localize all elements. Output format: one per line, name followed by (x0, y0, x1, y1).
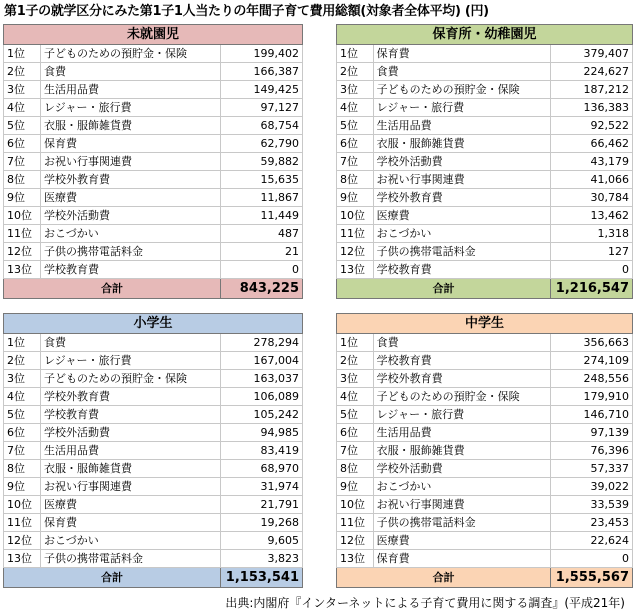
value-cell: 92,522 (551, 117, 633, 135)
table-row (337, 406, 633, 424)
item-cell: レジャー・旅行費 (373, 99, 551, 117)
value-cell: 22,624 (551, 532, 633, 550)
table-row (337, 225, 633, 243)
rank-cell: 5位 (337, 406, 374, 424)
item-cell: 学校外教育費 (373, 370, 551, 388)
item-cell: 生活用品費 (41, 442, 221, 460)
item-cell: お祝い行事関連費 (41, 153, 221, 171)
total-value: 843,225 (221, 279, 303, 299)
value-cell: 187,212 (551, 81, 633, 99)
rank-cell: 11位 (4, 514, 41, 532)
value-cell: 146,710 (551, 406, 633, 424)
table-preschool-age (3, 24, 303, 299)
table-row (4, 153, 303, 171)
table-header: 保育所・幼稚園児 (337, 25, 633, 45)
table-row (4, 442, 303, 460)
table-row (337, 81, 633, 99)
table-row (4, 243, 303, 261)
value-cell: 30,784 (551, 189, 633, 207)
rank-cell: 10位 (337, 207, 374, 225)
value-cell: 76,396 (551, 442, 633, 460)
rank-cell: 8位 (4, 171, 41, 189)
table-row (4, 478, 303, 496)
total-row (4, 279, 303, 299)
table-row (4, 207, 303, 225)
rank-cell: 1位 (337, 45, 374, 63)
value-cell: 66,462 (551, 135, 633, 153)
value-cell: 21 (221, 243, 303, 261)
item-cell: 生活用品費 (373, 424, 551, 442)
item-cell: レジャー・旅行費 (41, 352, 221, 370)
rank-cell: 3位 (337, 81, 374, 99)
rank-cell: 8位 (337, 171, 374, 189)
table-row (337, 153, 633, 171)
item-cell: おこづかい (41, 225, 221, 243)
value-cell: 59,882 (221, 153, 303, 171)
item-cell: レジャー・旅行費 (373, 406, 551, 424)
rank-cell: 9位 (4, 478, 41, 496)
table-row (337, 63, 633, 81)
rank-cell: 13位 (337, 261, 374, 279)
value-cell: 166,387 (221, 63, 303, 81)
table-row (4, 99, 303, 117)
value-cell: 9,605 (221, 532, 303, 550)
item-cell: 食費 (373, 334, 551, 352)
rank-cell: 12位 (4, 532, 41, 550)
table-header-row (4, 25, 303, 45)
value-cell: 15,635 (221, 171, 303, 189)
value-cell: 68,754 (221, 117, 303, 135)
item-cell: お祝い行事関連費 (41, 478, 221, 496)
item-cell: 食費 (373, 63, 551, 81)
rank-cell: 9位 (4, 189, 41, 207)
value-cell: 33,539 (551, 496, 633, 514)
table-row (337, 514, 633, 532)
rank-cell: 13位 (337, 550, 374, 568)
item-cell: 子どものための預貯金・保険 (41, 45, 221, 63)
table-row (4, 135, 303, 153)
total-value: 1,153,541 (221, 568, 303, 588)
item-cell: 子供の携帯電話料金 (41, 243, 221, 261)
total-row (337, 279, 633, 299)
value-cell: 3,823 (221, 550, 303, 568)
table-row (4, 189, 303, 207)
item-cell: お祝い行事関連費 (373, 496, 551, 514)
rank-cell: 5位 (337, 117, 374, 135)
rank-cell: 8位 (337, 460, 374, 478)
item-cell: 学校外教育費 (373, 189, 551, 207)
table-row (337, 99, 633, 117)
item-cell: 学校外活動費 (41, 207, 221, 225)
rank-cell: 2位 (4, 352, 41, 370)
value-cell: 136,383 (551, 99, 633, 117)
item-cell: 衣服・服飾雑貨費 (373, 442, 551, 460)
table-header: 中学生 (337, 314, 633, 334)
table-row (4, 81, 303, 99)
item-cell: 子どものための預貯金・保険 (41, 370, 221, 388)
item-cell: 子どものための預貯金・保険 (373, 388, 551, 406)
rank-cell: 12位 (337, 532, 374, 550)
rank-cell: 13位 (4, 550, 41, 568)
rank-cell: 11位 (4, 225, 41, 243)
item-cell: 生活用品費 (373, 117, 551, 135)
rank-cell: 11位 (337, 514, 374, 532)
rank-cell: 2位 (337, 63, 374, 81)
table-row (337, 243, 633, 261)
item-cell: 食費 (41, 63, 221, 81)
item-cell: おこづかい (373, 225, 551, 243)
value-cell: 248,556 (551, 370, 633, 388)
table-row (337, 442, 633, 460)
rank-cell: 4位 (337, 99, 374, 117)
value-cell: 127 (551, 243, 633, 261)
rank-cell: 6位 (4, 424, 41, 442)
table-row (337, 352, 633, 370)
table-row (337, 532, 633, 550)
value-cell: 57,337 (551, 460, 633, 478)
rank-cell: 8位 (4, 460, 41, 478)
rank-cell: 13位 (4, 261, 41, 279)
value-cell: 31,974 (221, 478, 303, 496)
item-cell: 保育費 (373, 45, 551, 63)
total-label: 合計 (337, 279, 551, 299)
table-row (4, 514, 303, 532)
item-cell: 学校外教育費 (41, 171, 221, 189)
rank-cell: 6位 (337, 135, 374, 153)
table-header-row (337, 25, 633, 45)
table-row (337, 496, 633, 514)
value-cell: 41,066 (551, 171, 633, 189)
table-junior-high-school (336, 313, 633, 588)
value-cell: 163,037 (221, 370, 303, 388)
value-cell: 0 (221, 261, 303, 279)
value-cell: 199,402 (221, 45, 303, 63)
item-cell: 学校教育費 (373, 261, 551, 279)
table-row (337, 370, 633, 388)
item-cell: 学校外活動費 (373, 153, 551, 171)
total-row (4, 568, 303, 588)
item-cell: 医療費 (373, 532, 551, 550)
item-cell: 生活用品費 (41, 81, 221, 99)
table-header-row (337, 314, 633, 334)
table-header: 未就園児 (4, 25, 303, 45)
rank-cell: 10位 (4, 496, 41, 514)
table-row (337, 171, 633, 189)
item-cell: 保育費 (373, 550, 551, 568)
value-cell: 105,242 (221, 406, 303, 424)
table-row (337, 550, 633, 568)
item-cell: 学校外教育費 (41, 388, 221, 406)
item-cell: 衣服・服飾雑貨費 (373, 135, 551, 153)
item-cell: お祝い行事関連費 (373, 171, 551, 189)
value-cell: 43,179 (551, 153, 633, 171)
table-row (4, 171, 303, 189)
value-cell: 1,318 (551, 225, 633, 243)
item-cell: おこづかい (373, 478, 551, 496)
value-cell: 0 (551, 261, 633, 279)
value-cell: 11,867 (221, 189, 303, 207)
source-citation: 出典:内閣府『インターネットによる子育て費用に関する調査』(平成21年) (225, 596, 625, 610)
value-cell: 23,453 (551, 514, 633, 532)
table-row (4, 424, 303, 442)
table-row (4, 388, 303, 406)
rank-cell: 9位 (337, 189, 374, 207)
page-title: 第1子の就学区分にみた第1子1人当たりの年間子育て費用総額(対象者全体平均) (円) (4, 4, 489, 19)
item-cell: 医療費 (373, 207, 551, 225)
value-cell: 167,004 (221, 352, 303, 370)
item-cell: 医療費 (41, 189, 221, 207)
item-cell: 学校外活動費 (373, 460, 551, 478)
value-cell: 13,462 (551, 207, 633, 225)
table-row (337, 388, 633, 406)
total-label: 合計 (4, 279, 221, 299)
table-row (4, 45, 303, 63)
item-cell: レジャー・旅行費 (41, 99, 221, 117)
rank-cell: 7位 (4, 153, 41, 171)
rank-cell: 2位 (4, 63, 41, 81)
value-cell: 487 (221, 225, 303, 243)
rank-cell: 7位 (337, 153, 374, 171)
table-row (4, 334, 303, 352)
rank-cell: 4位 (4, 99, 41, 117)
table-row (4, 63, 303, 81)
item-cell: 子供の携帯電話料金 (373, 514, 551, 532)
total-label: 合計 (337, 568, 551, 588)
value-cell: 97,139 (551, 424, 633, 442)
rank-cell: 4位 (4, 388, 41, 406)
item-cell: 学校教育費 (41, 261, 221, 279)
item-cell: 衣服・服飾雑貨費 (41, 460, 221, 478)
value-cell: 278,294 (221, 334, 303, 352)
rank-cell: 4位 (337, 388, 374, 406)
table-row (337, 478, 633, 496)
rank-cell: 12位 (337, 243, 374, 261)
table-row (4, 532, 303, 550)
item-cell: 学校教育費 (373, 352, 551, 370)
table-row (337, 45, 633, 63)
value-cell: 21,791 (221, 496, 303, 514)
total-row (337, 568, 633, 588)
rank-cell: 1位 (337, 334, 374, 352)
rank-cell: 1位 (4, 45, 41, 63)
value-cell: 62,790 (221, 135, 303, 153)
rank-cell: 3位 (4, 370, 41, 388)
rank-cell: 9位 (337, 478, 374, 496)
value-cell: 356,663 (551, 334, 633, 352)
value-cell: 11,449 (221, 207, 303, 225)
table-elementary-school (3, 313, 303, 588)
table-row (4, 352, 303, 370)
table-row (337, 135, 633, 153)
value-cell: 224,627 (551, 63, 633, 81)
item-cell: 子どものための預貯金・保険 (373, 81, 551, 99)
total-value: 1,555,567 (551, 568, 633, 588)
table-header: 小学生 (4, 314, 303, 334)
item-cell: おこづかい (41, 532, 221, 550)
rank-cell: 3位 (4, 81, 41, 99)
table-row (4, 261, 303, 279)
table-row (337, 207, 633, 225)
item-cell: 学校教育費 (41, 406, 221, 424)
item-cell: 衣服・服飾雑貨費 (41, 117, 221, 135)
table-row (337, 117, 633, 135)
item-cell: 子供の携帯電話料金 (373, 243, 551, 261)
table-row (4, 370, 303, 388)
value-cell: 19,268 (221, 514, 303, 532)
rank-cell: 2位 (337, 352, 374, 370)
table-row (4, 460, 303, 478)
rank-cell: 1位 (4, 334, 41, 352)
table-row (4, 496, 303, 514)
value-cell: 83,419 (221, 442, 303, 460)
item-cell: 医療費 (41, 496, 221, 514)
value-cell: 39,022 (551, 478, 633, 496)
item-cell: 子供の携帯電話料金 (41, 550, 221, 568)
table-row (337, 261, 633, 279)
value-cell: 97,127 (221, 99, 303, 117)
rank-cell: 3位 (337, 370, 374, 388)
table-nursery-kindergarten (336, 24, 633, 299)
value-cell: 106,089 (221, 388, 303, 406)
value-cell: 149,425 (221, 81, 303, 99)
table-row (4, 117, 303, 135)
rank-cell: 6位 (4, 135, 41, 153)
rank-cell: 11位 (337, 225, 374, 243)
value-cell: 94,985 (221, 424, 303, 442)
value-cell: 379,407 (551, 45, 633, 63)
rank-cell: 7位 (337, 442, 374, 460)
value-cell: 274,109 (551, 352, 633, 370)
table-row (337, 460, 633, 478)
value-cell: 0 (551, 550, 633, 568)
rank-cell: 5位 (4, 117, 41, 135)
item-cell: 食費 (41, 334, 221, 352)
item-cell: 学校外活動費 (41, 424, 221, 442)
value-cell: 68,970 (221, 460, 303, 478)
table-row (4, 550, 303, 568)
table-row (337, 424, 633, 442)
rank-cell: 7位 (4, 442, 41, 460)
table-header-row (4, 314, 303, 334)
rank-cell: 10位 (337, 496, 374, 514)
table-row (4, 406, 303, 424)
rank-cell: 12位 (4, 243, 41, 261)
total-label: 合計 (4, 568, 221, 588)
table-row (4, 225, 303, 243)
item-cell: 保育費 (41, 514, 221, 532)
total-value: 1,216,547 (551, 279, 633, 299)
rank-cell: 6位 (337, 424, 374, 442)
value-cell: 179,910 (551, 388, 633, 406)
item-cell: 保育費 (41, 135, 221, 153)
rank-cell: 10位 (4, 207, 41, 225)
table-row (337, 189, 633, 207)
rank-cell: 5位 (4, 406, 41, 424)
table-row (337, 334, 633, 352)
